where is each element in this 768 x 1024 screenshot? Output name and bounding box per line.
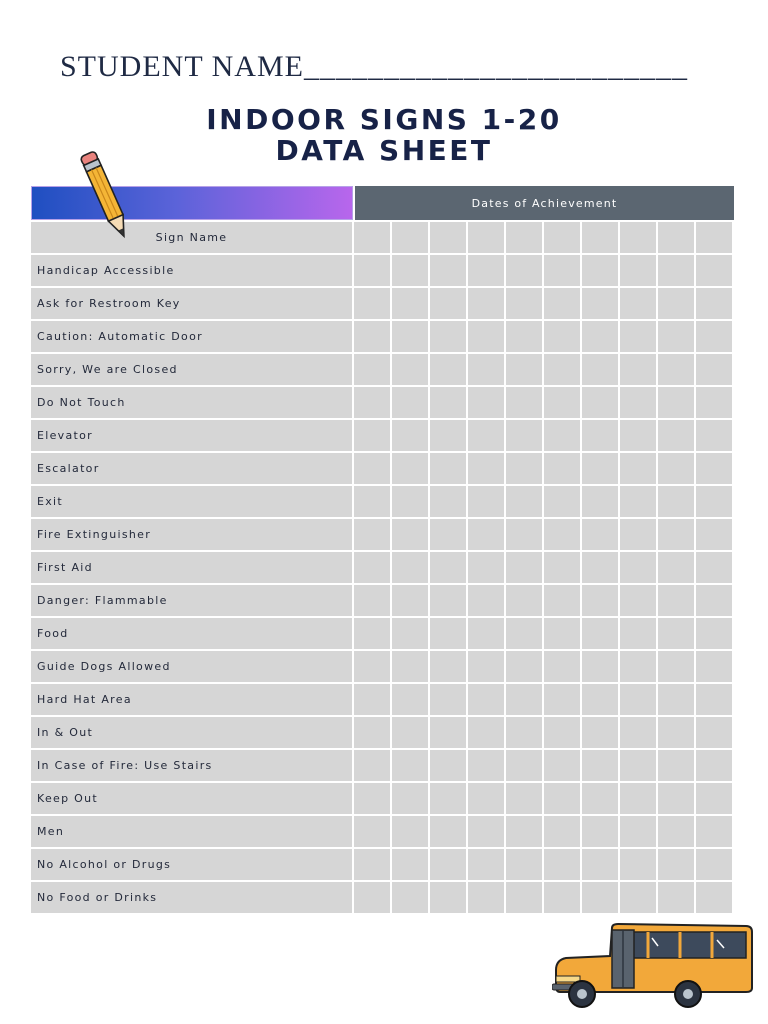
table-row: [31, 519, 734, 550]
date-cell[interactable]: [582, 552, 618, 583]
date-cell[interactable]: [430, 288, 466, 319]
date-cell[interactable]: [506, 288, 542, 319]
date-cell[interactable]: [468, 585, 504, 616]
date-cell[interactable]: [582, 618, 618, 649]
date-cell[interactable]: [544, 288, 580, 319]
date-cell[interactable]: [620, 651, 656, 682]
sign-name-cell: Sorry, We are Closed: [31, 354, 352, 385]
date-cell[interactable]: [354, 618, 390, 649]
sign-name-cell: Ask for Restroom Key: [31, 288, 352, 319]
sign-name-cell: Handicap Accessible: [31, 255, 352, 286]
table-row: [31, 684, 734, 715]
table-row: [31, 651, 734, 682]
date-cell[interactable]: [582, 255, 618, 286]
date-cell[interactable]: [658, 882, 694, 913]
date-cell[interactable]: [392, 288, 428, 319]
date-cell[interactable]: [582, 453, 618, 484]
date-cell[interactable]: [582, 882, 618, 913]
date-cell[interactable]: [430, 519, 466, 550]
date-cell[interactable]: [582, 288, 618, 319]
date-cell[interactable]: [582, 651, 618, 682]
date-cell[interactable]: [354, 255, 390, 286]
date-cell[interactable]: [620, 552, 656, 583]
date-cell[interactable]: [544, 420, 580, 451]
date-cell[interactable]: [468, 882, 504, 913]
dates-of-achievement-header: Dates of Achievement: [355, 186, 734, 220]
date-cell[interactable]: [658, 651, 694, 682]
date-cell[interactable]: [506, 387, 542, 418]
date-cell[interactable]: [430, 420, 466, 451]
date-cell[interactable]: [696, 519, 732, 550]
date-cell[interactable]: [392, 618, 428, 649]
date-cell[interactable]: [506, 717, 542, 748]
date-cell[interactable]: [354, 585, 390, 616]
sign-name-cell: Danger: Flammable: [31, 585, 352, 616]
date-cell[interactable]: [506, 750, 542, 781]
date-cell[interactable]: [468, 783, 504, 814]
date-cell[interactable]: [506, 453, 542, 484]
date-cell[interactable]: [430, 321, 466, 352]
date-cell[interactable]: [506, 255, 542, 286]
date-cell[interactable]: [620, 849, 656, 880]
date-cell[interactable]: [696, 288, 732, 319]
date-cell[interactable]: [506, 552, 542, 583]
date-cell[interactable]: [696, 255, 732, 286]
date-cell[interactable]: [696, 717, 732, 748]
date-cell[interactable]: [620, 750, 656, 781]
date-cell[interactable]: [468, 849, 504, 880]
date-cell[interactable]: [658, 453, 694, 484]
sign-name-cell: Fire Extinguisher: [31, 519, 352, 550]
date-cell[interactable]: [468, 816, 504, 847]
table-row: [31, 486, 734, 517]
pencil-icon: [76, 146, 136, 246]
sign-name-header: Sign Name: [31, 222, 352, 253]
date-cell[interactable]: [354, 552, 390, 583]
date-cell[interactable]: [544, 816, 580, 847]
date-cell[interactable]: [582, 354, 618, 385]
date-cell[interactable]: [582, 585, 618, 616]
date-cell[interactable]: [696, 882, 732, 913]
table-row: [31, 420, 734, 451]
date-cell[interactable]: [506, 519, 542, 550]
student-name-line: STUDENT NAME________________________: [60, 50, 688, 83]
date-cell[interactable]: [582, 684, 618, 715]
date-cell[interactable]: [468, 387, 504, 418]
table-row: [31, 750, 734, 781]
date-cell[interactable]: [620, 816, 656, 847]
date-cell[interactable]: [468, 354, 504, 385]
date-cell[interactable]: [506, 684, 542, 715]
table-row: [31, 882, 734, 913]
date-cell[interactable]: [658, 684, 694, 715]
table-row: [31, 849, 734, 880]
date-cell[interactable]: [658, 288, 694, 319]
date-cell[interactable]: [544, 486, 580, 517]
table-row: [31, 453, 734, 484]
date-cell[interactable]: [544, 750, 580, 781]
table-row: [31, 618, 734, 649]
sign-name-cell: Do Not Touch: [31, 387, 352, 418]
date-cell[interactable]: [544, 882, 580, 913]
date-cell[interactable]: [620, 882, 656, 913]
date-cell[interactable]: [430, 882, 466, 913]
date-cell[interactable]: [582, 420, 618, 451]
date-cell[interactable]: [582, 222, 618, 253]
date-cell[interactable]: [468, 750, 504, 781]
date-cell[interactable]: [620, 519, 656, 550]
date-cell[interactable]: [392, 552, 428, 583]
date-cell[interactable]: [696, 321, 732, 352]
date-cell[interactable]: [658, 519, 694, 550]
sign-name-cell: No Alcohol or Drugs: [31, 849, 352, 880]
sign-rows: [31, 255, 734, 913]
date-cell[interactable]: [696, 453, 732, 484]
date-cell[interactable]: [582, 750, 618, 781]
date-cell[interactable]: [658, 354, 694, 385]
date-cell[interactable]: [468, 321, 504, 352]
date-cell[interactable]: [430, 354, 466, 385]
sign-name-cell: No Food or Drinks: [31, 882, 352, 913]
date-cell[interactable]: [354, 816, 390, 847]
date-cell[interactable]: [430, 816, 466, 847]
date-cell[interactable]: [506, 321, 542, 352]
date-cell[interactable]: [392, 453, 428, 484]
title-line-1: INDOOR SIGNS 1-20: [206, 103, 562, 136]
date-cell[interactable]: [392, 255, 428, 286]
date-cell[interactable]: [430, 486, 466, 517]
sign-name-cell: Food: [31, 618, 352, 649]
sign-name-cell: Caution: Automatic Door: [31, 321, 352, 352]
date-cell[interactable]: [658, 717, 694, 748]
date-cell[interactable]: [582, 519, 618, 550]
date-cell[interactable]: [544, 387, 580, 418]
date-cell[interactable]: [354, 849, 390, 880]
sign-name-cell: Exit: [31, 486, 352, 517]
sign-name-cell: In Case of Fire: Use Stairs: [31, 750, 352, 781]
date-cell[interactable]: [620, 420, 656, 451]
date-cell[interactable]: [392, 849, 428, 880]
date-cell[interactable]: [430, 750, 466, 781]
date-cell[interactable]: [392, 387, 428, 418]
date-cell[interactable]: [620, 288, 656, 319]
date-cell[interactable]: [354, 354, 390, 385]
date-cell[interactable]: [658, 783, 694, 814]
date-cell[interactable]: [392, 651, 428, 682]
date-cell[interactable]: [658, 321, 694, 352]
date-cell[interactable]: [430, 453, 466, 484]
date-cell[interactable]: [696, 750, 732, 781]
table-row: [31, 288, 734, 319]
date-cell[interactable]: [696, 618, 732, 649]
date-cell[interactable]: [544, 519, 580, 550]
date-cell[interactable]: [430, 651, 466, 682]
sign-name-cell: Keep Out: [31, 783, 352, 814]
date-cell[interactable]: [696, 816, 732, 847]
date-cell[interactable]: [354, 684, 390, 715]
date-cell[interactable]: [392, 783, 428, 814]
date-cell[interactable]: [506, 783, 542, 814]
date-cell[interactable]: [506, 486, 542, 517]
date-cell[interactable]: [468, 618, 504, 649]
date-cell[interactable]: [582, 486, 618, 517]
date-cell[interactable]: [468, 288, 504, 319]
sign-name-cell: Escalator: [31, 453, 352, 484]
date-cell[interactable]: [430, 222, 466, 253]
date-cell[interactable]: [392, 750, 428, 781]
date-cell[interactable]: [696, 552, 732, 583]
date-cell[interactable]: [658, 750, 694, 781]
date-cell[interactable]: [696, 420, 732, 451]
table-row: [31, 255, 734, 286]
date-cell[interactable]: [392, 519, 428, 550]
date-cell[interactable]: [544, 783, 580, 814]
date-cell[interactable]: [506, 420, 542, 451]
date-cell[interactable]: [620, 618, 656, 649]
date-cell[interactable]: [468, 552, 504, 583]
date-cell[interactable]: [544, 849, 580, 880]
date-cell[interactable]: [468, 222, 504, 253]
date-cell[interactable]: [430, 849, 466, 880]
date-cell[interactable]: [354, 783, 390, 814]
table-row: [31, 717, 734, 748]
date-cell[interactable]: [620, 387, 656, 418]
date-cell[interactable]: [620, 486, 656, 517]
date-cell[interactable]: [506, 816, 542, 847]
date-cell[interactable]: [696, 354, 732, 385]
date-cell[interactable]: [620, 321, 656, 352]
date-cell[interactable]: [544, 354, 580, 385]
date-cell[interactable]: [696, 585, 732, 616]
date-cell[interactable]: [582, 816, 618, 847]
date-cell[interactable]: [392, 222, 428, 253]
data-sheet-table: [31, 186, 734, 913]
date-cell[interactable]: [392, 684, 428, 715]
date-cell[interactable]: [658, 585, 694, 616]
date-cell[interactable]: [354, 750, 390, 781]
date-cell[interactable]: [430, 552, 466, 583]
date-cell[interactable]: [506, 651, 542, 682]
date-cell[interactable]: [544, 684, 580, 715]
date-cell[interactable]: [620, 453, 656, 484]
sign-name-cell: Hard Hat Area: [31, 684, 352, 715]
date-cell[interactable]: [430, 717, 466, 748]
date-cell[interactable]: [544, 717, 580, 748]
date-cell[interactable]: [506, 354, 542, 385]
date-cell[interactable]: [392, 717, 428, 748]
date-cell[interactable]: [658, 255, 694, 286]
date-cell[interactable]: [582, 783, 618, 814]
date-cell[interactable]: [392, 882, 428, 913]
date-cell[interactable]: [506, 618, 542, 649]
date-cell[interactable]: [430, 618, 466, 649]
date-cell[interactable]: [582, 717, 618, 748]
date-cell[interactable]: [658, 552, 694, 583]
date-cell[interactable]: [620, 354, 656, 385]
date-cell[interactable]: [544, 651, 580, 682]
date-cell[interactable]: [430, 585, 466, 616]
date-cell[interactable]: [582, 849, 618, 880]
sign-name-cell: Guide Dogs Allowed: [31, 651, 352, 682]
date-cell[interactable]: [468, 420, 504, 451]
date-cell[interactable]: [658, 420, 694, 451]
date-cell[interactable]: [582, 321, 618, 352]
date-cell[interactable]: [468, 486, 504, 517]
sign-name-cell: Men: [31, 816, 352, 847]
date-cell[interactable]: [392, 354, 428, 385]
date-cell[interactable]: [354, 387, 390, 418]
table-row: [31, 354, 734, 385]
date-cell[interactable]: [696, 222, 732, 253]
title-line-2: DATA SHEET: [275, 134, 493, 167]
date-cell[interactable]: [430, 255, 466, 286]
date-cell[interactable]: [658, 849, 694, 880]
sign-name-cell: Elevator: [31, 420, 352, 451]
date-cell[interactable]: [506, 882, 542, 913]
date-cell[interactable]: [544, 321, 580, 352]
date-cell[interactable]: [430, 387, 466, 418]
date-cell[interactable]: [544, 552, 580, 583]
date-cell[interactable]: [620, 684, 656, 715]
date-cell[interactable]: [392, 486, 428, 517]
table-row: [31, 321, 734, 352]
date-cell[interactable]: [658, 816, 694, 847]
date-cell[interactable]: [544, 618, 580, 649]
table-row: [31, 783, 734, 814]
date-cell[interactable]: [468, 651, 504, 682]
sign-name-cell: In & Out: [31, 717, 352, 748]
date-cell[interactable]: [354, 651, 390, 682]
sign-name-cell: First Aid: [31, 552, 352, 583]
date-cell[interactable]: [468, 717, 504, 748]
date-cell[interactable]: [354, 453, 390, 484]
date-cell[interactable]: [354, 882, 390, 913]
table-row: [31, 552, 734, 583]
date-cell[interactable]: [354, 717, 390, 748]
date-cell[interactable]: [544, 255, 580, 286]
date-cell[interactable]: [696, 651, 732, 682]
column-header-row: [31, 222, 734, 253]
table-header: [31, 186, 734, 220]
table-row: [31, 387, 734, 418]
date-cell[interactable]: [620, 222, 656, 253]
date-cell[interactable]: [696, 684, 732, 715]
date-cell[interactable]: [620, 717, 656, 748]
date-cell[interactable]: [430, 684, 466, 715]
date-cell[interactable]: [696, 849, 732, 880]
table-row: [31, 816, 734, 847]
date-cell[interactable]: [544, 585, 580, 616]
date-cell[interactable]: [544, 453, 580, 484]
date-cell[interactable]: [620, 255, 656, 286]
date-cell[interactable]: [582, 387, 618, 418]
date-cell[interactable]: [392, 420, 428, 451]
date-cell[interactable]: [658, 222, 694, 253]
date-cell[interactable]: [468, 684, 504, 715]
date-cell[interactable]: [354, 486, 390, 517]
date-cell[interactable]: [506, 849, 542, 880]
date-cell[interactable]: [430, 783, 466, 814]
date-cell[interactable]: [468, 453, 504, 484]
date-cell[interactable]: [658, 618, 694, 649]
date-cell[interactable]: [696, 783, 732, 814]
date-cell[interactable]: [354, 519, 390, 550]
date-cell[interactable]: [620, 585, 656, 616]
table-row: [31, 585, 734, 616]
date-cell[interactable]: [354, 222, 390, 253]
date-cell[interactable]: [544, 222, 580, 253]
date-cell[interactable]: [696, 486, 732, 517]
date-cell[interactable]: [468, 255, 504, 286]
date-cell[interactable]: [620, 783, 656, 814]
date-cell[interactable]: [658, 387, 694, 418]
date-cell[interactable]: [354, 321, 390, 352]
date-cell[interactable]: [392, 585, 428, 616]
date-cell[interactable]: [506, 585, 542, 616]
date-cell[interactable]: [392, 321, 428, 352]
date-cell[interactable]: [696, 387, 732, 418]
date-cell[interactable]: [354, 288, 390, 319]
date-cell[interactable]: [354, 420, 390, 451]
school-bus-icon: [552, 920, 757, 1012]
date-cell[interactable]: [658, 486, 694, 517]
date-cell[interactable]: [468, 519, 504, 550]
date-cell[interactable]: [392, 816, 428, 847]
date-cell[interactable]: [506, 222, 542, 253]
